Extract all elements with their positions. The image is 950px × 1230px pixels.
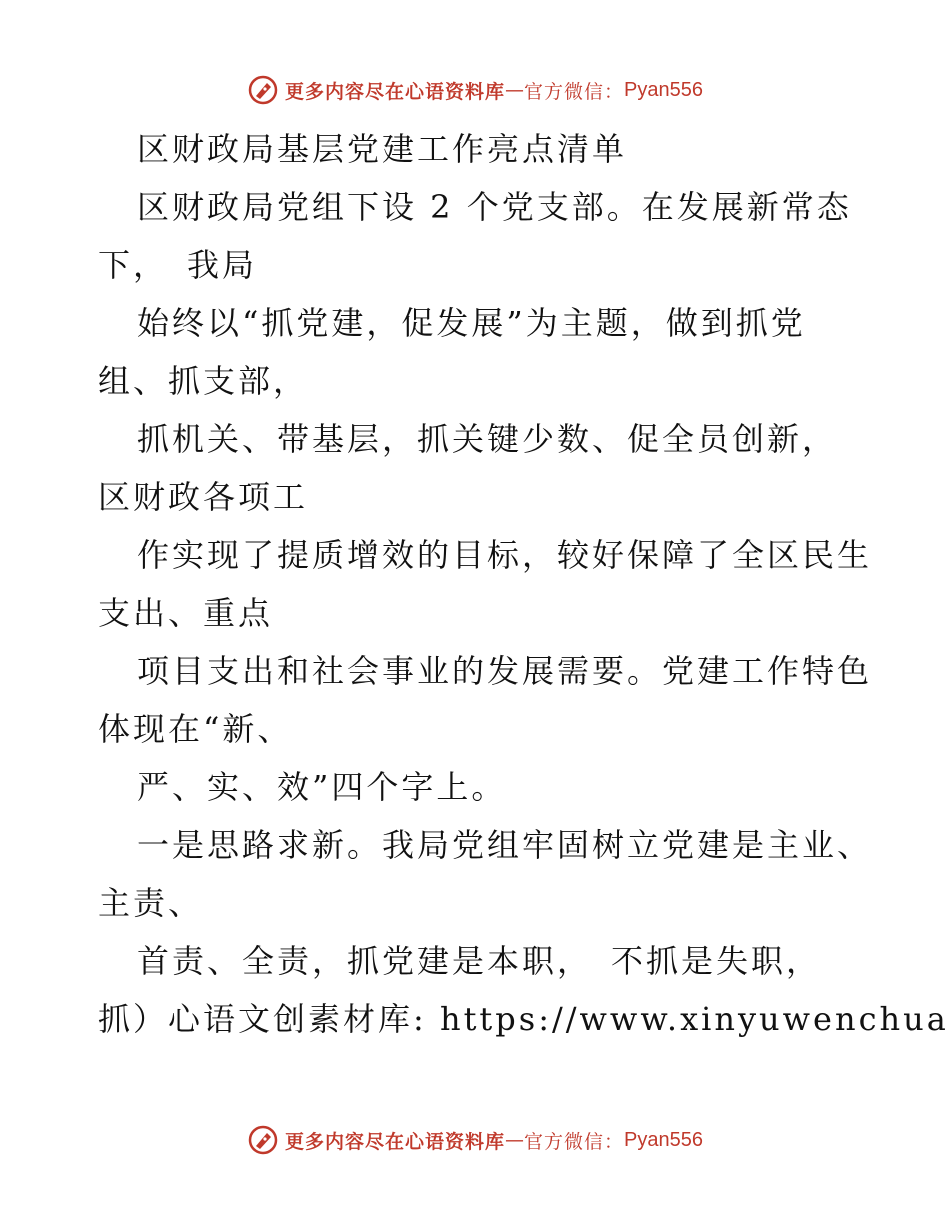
header-brand: 更多内容尽在心语资料库	[285, 80, 506, 103]
text-line-url: 抓）心语文创素材库: https://www.xinyuwenchua	[98, 1000, 949, 1038]
text-line: 首责、全责，抓党建是本职， 不抓是失职，	[137, 942, 822, 980]
header-banner	[0, 70, 950, 110]
text-line: 区财政局党组下设 2 个党支部。在发展新常态	[137, 188, 852, 226]
text-line: 项目支出和社会事业的发展需要。党建工作特色	[137, 652, 873, 690]
pen-nib-logo-icon	[247, 74, 279, 106]
text-line: 支出、重点	[98, 594, 274, 632]
header-wechat-id: Pyan556	[624, 78, 703, 101]
pen-nib-logo-icon	[247, 1124, 279, 1156]
header-wechat-label: 官方微信：	[524, 80, 625, 103]
text-line: 区财政各项工	[98, 478, 309, 516]
footer-brand: 更多内容尽在心语资料库	[285, 1130, 506, 1153]
text-line: 作实现了提质增效的目标，较好保障了全区民生	[137, 536, 873, 574]
text-line: 始终以“抓党建，促发展”为主题，做到抓党	[137, 304, 806, 342]
document-title: 区财政局基层党建工作亮点清单	[137, 130, 628, 168]
text-line: 抓机关、带基层，抓关键少数、促全员创新，	[137, 420, 838, 458]
header-separator: —	[505, 79, 525, 101]
footer-separator: —	[505, 1129, 525, 1151]
text-line: 严、实、效”四个字上。	[137, 768, 507, 806]
footer-wechat-label: 官方微信：	[524, 1130, 625, 1153]
text-line: 一是思路求新。我局党组牢固树立党建是主业、	[137, 826, 873, 864]
text-line: 体现在“新、	[98, 710, 293, 748]
footer-banner	[0, 1120, 950, 1160]
text-line: 组、抓支部，	[98, 362, 309, 400]
text-line: 下， 我局	[98, 246, 258, 284]
text-line: 主责、	[98, 884, 204, 922]
footer-wechat-id: Pyan556	[624, 1128, 703, 1151]
